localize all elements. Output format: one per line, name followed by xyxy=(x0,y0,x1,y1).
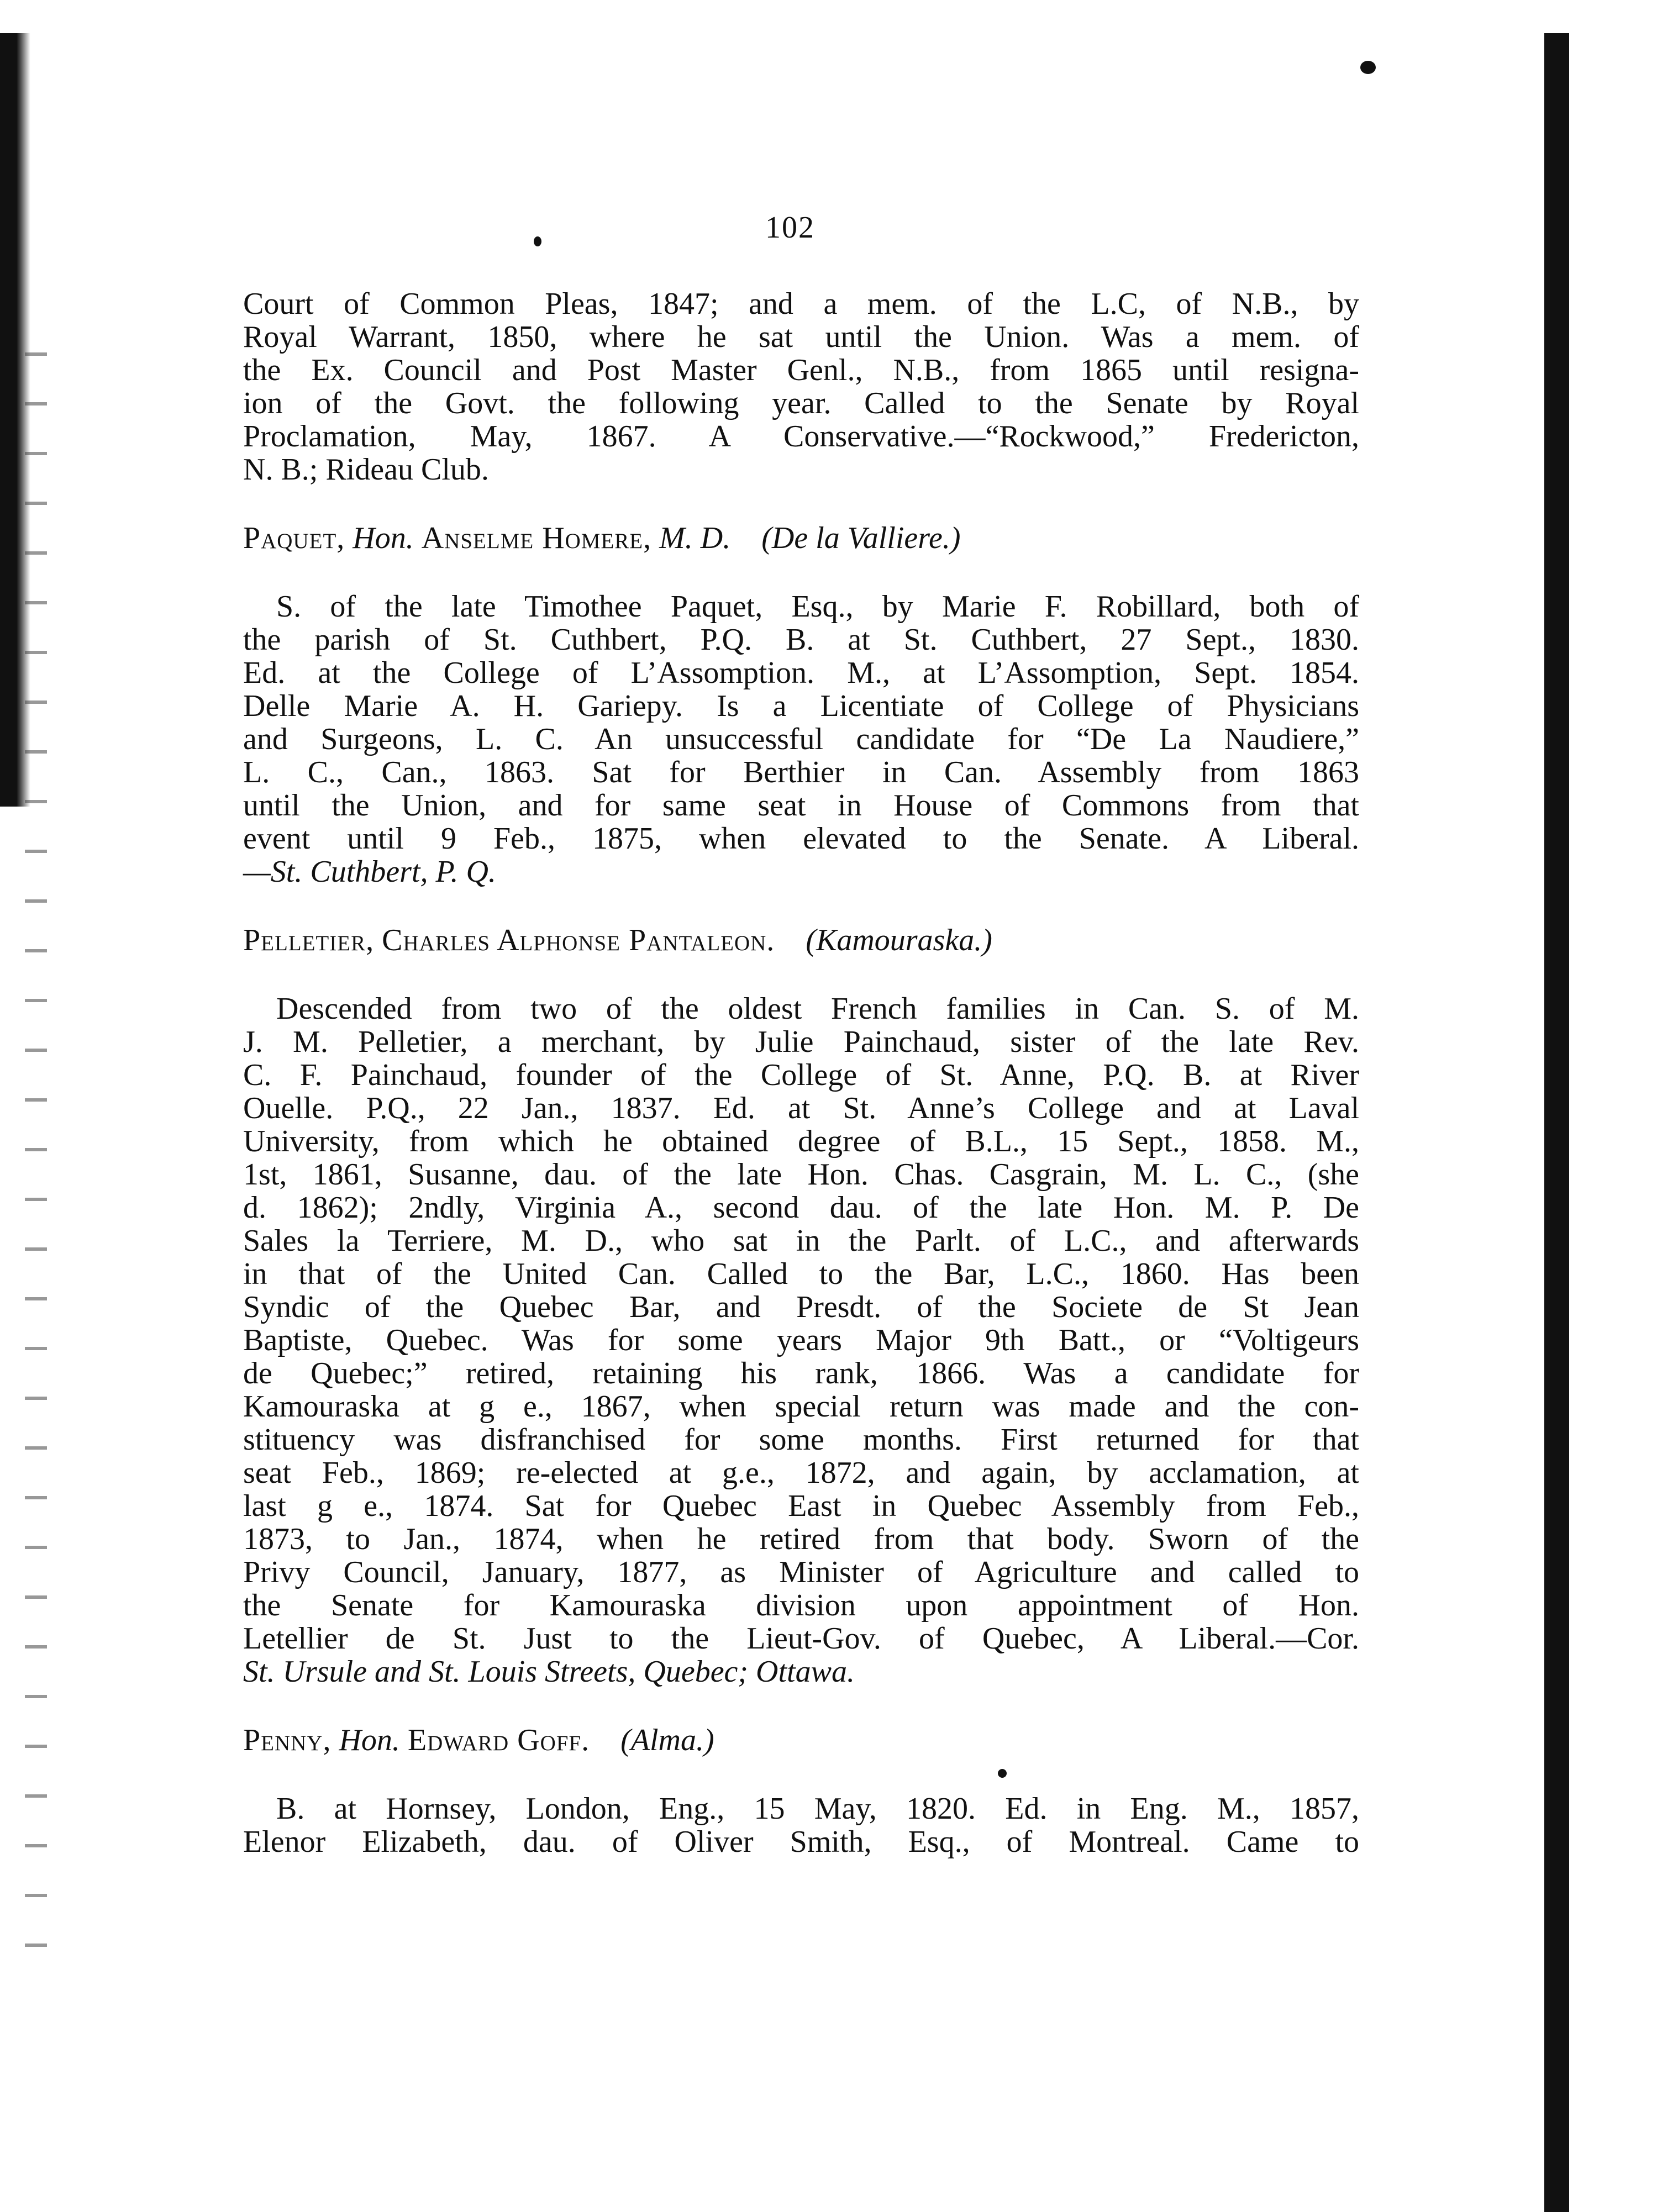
text-line: University, from which he obtained degree of B.L., 15 Sept., 1858. M., xyxy=(243,1124,1359,1158)
text-line: d. 1862); 2ndly, Virginia A., second dau. of the late Hon. M. P. De xyxy=(243,1191,1359,1225)
text-line: 1st, 1861, Susanne, dau. of the late Hon. Chas. Casgrain, M. L. C., (she xyxy=(243,1157,1359,1192)
text-line: L. C., Can., 1863. Sat for Berthier in Can. Assembly from 1863 xyxy=(243,755,1359,789)
entry-heading xyxy=(243,522,1359,555)
scan-edge-specks xyxy=(25,331,47,1989)
text-line: Delle Marie A. H. Gariepy. Is a Licentiate of College of Physicians xyxy=(243,689,1359,723)
text-line: and Surgeons, L. C. An unsuccessful candidate for “De La Naudiere,” xyxy=(243,722,1359,756)
text-line: stituency was disfranchised for some months. First returned for that xyxy=(243,1423,1359,1457)
entry-forenames: Charles Alphonse Pantaleon. xyxy=(382,923,775,957)
text-line: Ouelle. P.Q., 22 Jan., 1837. Ed. at St. Anne’s College and at Laval xyxy=(243,1091,1359,1125)
text-line: Court of Common Pleas, 1847; and a mem. of the L.C, of N.B., by xyxy=(243,287,1359,321)
entry-title: Hon. xyxy=(353,521,414,555)
text-line: de Quebec;” retired, retaining his rank, 1866. Was a candidate for xyxy=(243,1356,1359,1391)
entry-continuation xyxy=(243,287,1359,486)
entry-division: (Kamouraska.) xyxy=(806,923,992,957)
text-line: Syndic of the Quebec Bar, and Presdt. of the Societe de St Jean xyxy=(243,1290,1359,1324)
entry-heading xyxy=(243,1724,1359,1757)
text-line: Royal Warrant, 1850, where he sat until the Union. Was a mem. of xyxy=(243,320,1359,354)
entry-division: (Alma.) xyxy=(620,1723,714,1757)
entry-surname: Paquet, xyxy=(243,521,345,555)
text-line: 1873, to Jan., 1874, when he retired from that body. Sworn of the xyxy=(243,1522,1359,1556)
text-line: Letellier de St. Just to the Lieut-Gov. of Quebec, A Liberal.—Cor. xyxy=(243,1621,1359,1656)
entry-division: (De la Valliere.) xyxy=(761,521,961,555)
text-line: —St. Cuthbert, P. Q. xyxy=(243,855,496,889)
page-body xyxy=(243,287,1359,1858)
entry-surname: Penny, xyxy=(243,1723,332,1757)
text-line: ion of the Govt. the following year. Called to the Senate by Royal xyxy=(243,386,1359,420)
entry-penny xyxy=(243,1724,1359,1858)
scan-edge-right xyxy=(1544,33,1569,2212)
entry-degree: M. D. xyxy=(659,521,731,555)
text-line: the Senate for Kamouraska division upon appointment of Hon. xyxy=(243,1588,1359,1623)
text-line: the Ex. Council and Post Master Genl., N.B., from 1865 until resigna- xyxy=(243,353,1359,387)
text-line: Ed. at the College of L’Assomption. M., at L’Assomption, Sept. 1854. xyxy=(243,656,1359,690)
page-number: 102 xyxy=(765,210,815,245)
text-line: N. B.; Rideau Club. xyxy=(243,452,489,487)
entry-pelletier xyxy=(243,924,1359,1688)
text-line: J. M. Pelletier, a merchant, by Julie Painchaud, sister of the late Rev. xyxy=(243,1025,1359,1059)
text-line: Kamouraska at g e., 1867, when special return was made and the con- xyxy=(243,1389,1359,1424)
text-line: Baptiste, Quebec. Was for some years Major 9th Batt., or “Voltigeurs xyxy=(243,1323,1359,1357)
text-line: C. F. Painchaud, founder of the College of St. Anne, P.Q. B. at River xyxy=(243,1058,1359,1092)
text-line: St. Ursule and St. Louis Streets, Quebec; Ottawa. xyxy=(243,1655,855,1689)
text-line: Descended from two of the oldest French families in Can. S. of M. xyxy=(276,992,1359,1026)
text-line: Elenor Elizabeth, dau. of Oliver Smith, Esq., of Montreal. Came to xyxy=(243,1825,1359,1859)
entry-heading xyxy=(243,924,1359,957)
text-line: last g e., 1874. Sat for Quebec East in Quebec Assembly from Feb., xyxy=(243,1489,1359,1523)
text-line: B. at Hornsey, London, Eng., 15 May, 1820. Ed. in Eng. M., 1857, xyxy=(276,1792,1359,1826)
text-line: Sales la Terriere, M. D., who sat in the Parlt. of L.C., and afterwards xyxy=(243,1224,1359,1258)
entry-paquet xyxy=(243,522,1359,888)
text-line: in that of the United Can. Called to the Bar, L.C., 1860. Has been xyxy=(243,1257,1359,1291)
text-line: event until 9 Feb., 1875, when elevated to the Senate. A Liberal. xyxy=(243,821,1359,856)
text-line: Proclamation, May, 1867. A Conservative.—“Rockwood,” Fredericton, xyxy=(243,419,1359,454)
entry-title: Hon. xyxy=(339,1723,400,1757)
scan-speck xyxy=(1360,61,1376,74)
text-line: seat Feb., 1869; re-elected at g.e., 1872, and again, by acclamation, at xyxy=(243,1456,1359,1490)
entry-forenames: Anselme Homere, xyxy=(421,521,652,555)
text-line: Privy Council, January, 1877, as Minister of Agriculture and called to xyxy=(243,1555,1359,1589)
entry-surname: Pelletier, xyxy=(243,923,375,957)
entry-forenames: Edward Goff. xyxy=(407,1723,590,1757)
text-line: until the Union, and for same seat in House of Commons from that xyxy=(243,788,1359,823)
text-line: the parish of St. Cuthbert, P.Q. B. at St. Cuthbert, 27 Sept., 1830. xyxy=(243,623,1359,657)
text-line: S. of the late Timothee Paquet, Esq., by Marie F. Robillard, both of xyxy=(276,589,1359,624)
